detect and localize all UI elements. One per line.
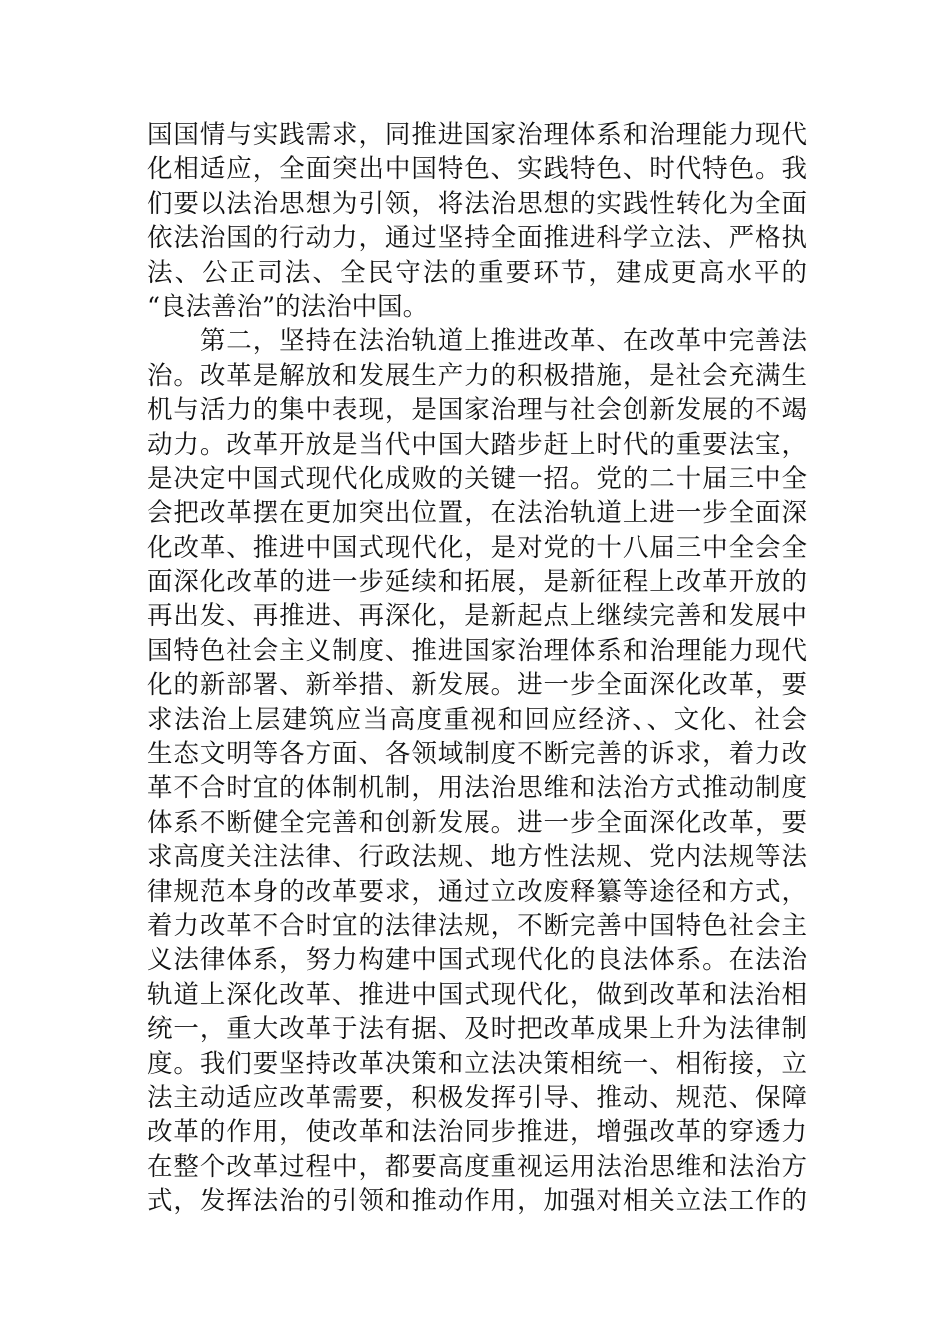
- text-line: 化的新部署、新举措、新发展。进一步全面深化改革，要: [147, 670, 807, 701]
- text-line: 国特色社会主义制度、推进国家治理体系和治理能力现代: [147, 635, 807, 666]
- text-line: 求高度关注法律、行政法规、地方性法规、党内法规等法: [147, 842, 807, 873]
- text-line: 是决定中国式现代化成败的关键一招。党的二十届三中全: [147, 463, 807, 494]
- text-line: 化相适应，全面突出中国特色、实践特色、时代特色。我: [147, 154, 807, 185]
- text-line: 统一，重大改革于法有据、及时把改革成果上升为法律制: [147, 1014, 807, 1045]
- text-line: 机与活力的集中表现，是国家治理与社会创新发展的不竭: [147, 395, 807, 426]
- text-line: 义法律体系，努力构建中国式现代化的良法体系。在法治: [147, 945, 807, 976]
- text-line: 第二，坚持在法治轨道上推进改革、在改革中完善法: [147, 326, 807, 357]
- text-line: 会把改革摆在更加突出位置，在法治轨道上进一步全面深: [147, 498, 807, 529]
- text-line: 动力。改革开放是当代中国大踏步赶上时代的重要法宝，: [147, 429, 807, 460]
- text-line: 治。改革是解放和发展生产力的积极措施，是社会充满生: [147, 360, 807, 391]
- text-line: 在整个改革过程中，都要高度重视运用法治思维和法治方: [147, 1151, 807, 1182]
- text-line: 体系不断健全完善和创新发展。进一步全面深化改革，要: [147, 807, 807, 838]
- text-line: 法主动适应改革需要，积极发挥引导、推动、规范、保障: [147, 1082, 807, 1113]
- text-line: 革不合时宜的体制机制，用法治思维和法治方式推动制度: [147, 773, 807, 804]
- text-line: 求法治上层建筑应当高度重视和回应经济、、文化、社会: [147, 704, 807, 735]
- text-line: 轨道上深化改革、推进中国式现代化，做到改革和法治相: [147, 979, 807, 1010]
- text-line: “良法善治”的法治中国。: [147, 291, 429, 322]
- text-line: 度。我们要坚持改革决策和立法决策相统一、相衔接，立: [147, 1048, 807, 1079]
- text-line: 法、公正司法、全民守法的重要环节，建成更高水平的: [147, 257, 807, 288]
- text-line: 改革的作用，使改革和法治同步推进，增强改革的穿透力: [147, 1117, 807, 1148]
- text-line: 着力改革不合时宜的法律法规，不断完善中国特色社会主: [147, 910, 807, 941]
- text-line: 们要以法治思想为引领，将法治思想的实践性转化为全面: [147, 188, 807, 219]
- text-line: 依法治国的行动力，通过坚持全面推进科学立法、严格执: [147, 223, 807, 254]
- text-line: 再出发、再推进、再深化，是新起点上继续完善和发展中: [147, 601, 807, 632]
- text-line: 生态文明等各方面、各领域制度不断完善的诉求，着力改: [147, 739, 807, 770]
- body-text: [147, 118, 807, 1219]
- text-line: 国国情与实践需求，同推进国家治理体系和治理能力现代: [147, 120, 807, 150]
- text-line: 律规范本身的改革要求，通过立改废释纂等途径和方式，: [147, 876, 807, 907]
- text-line: 化改革、推进中国式现代化，是对党的十八届三中全会全: [147, 532, 807, 563]
- text-line: 面深化改革的进一步延续和拓展，是新征程上改革开放的: [147, 567, 807, 598]
- text-line: 式，发挥法治的引领和推动作用，加强对相关立法工作的: [147, 1186, 807, 1217]
